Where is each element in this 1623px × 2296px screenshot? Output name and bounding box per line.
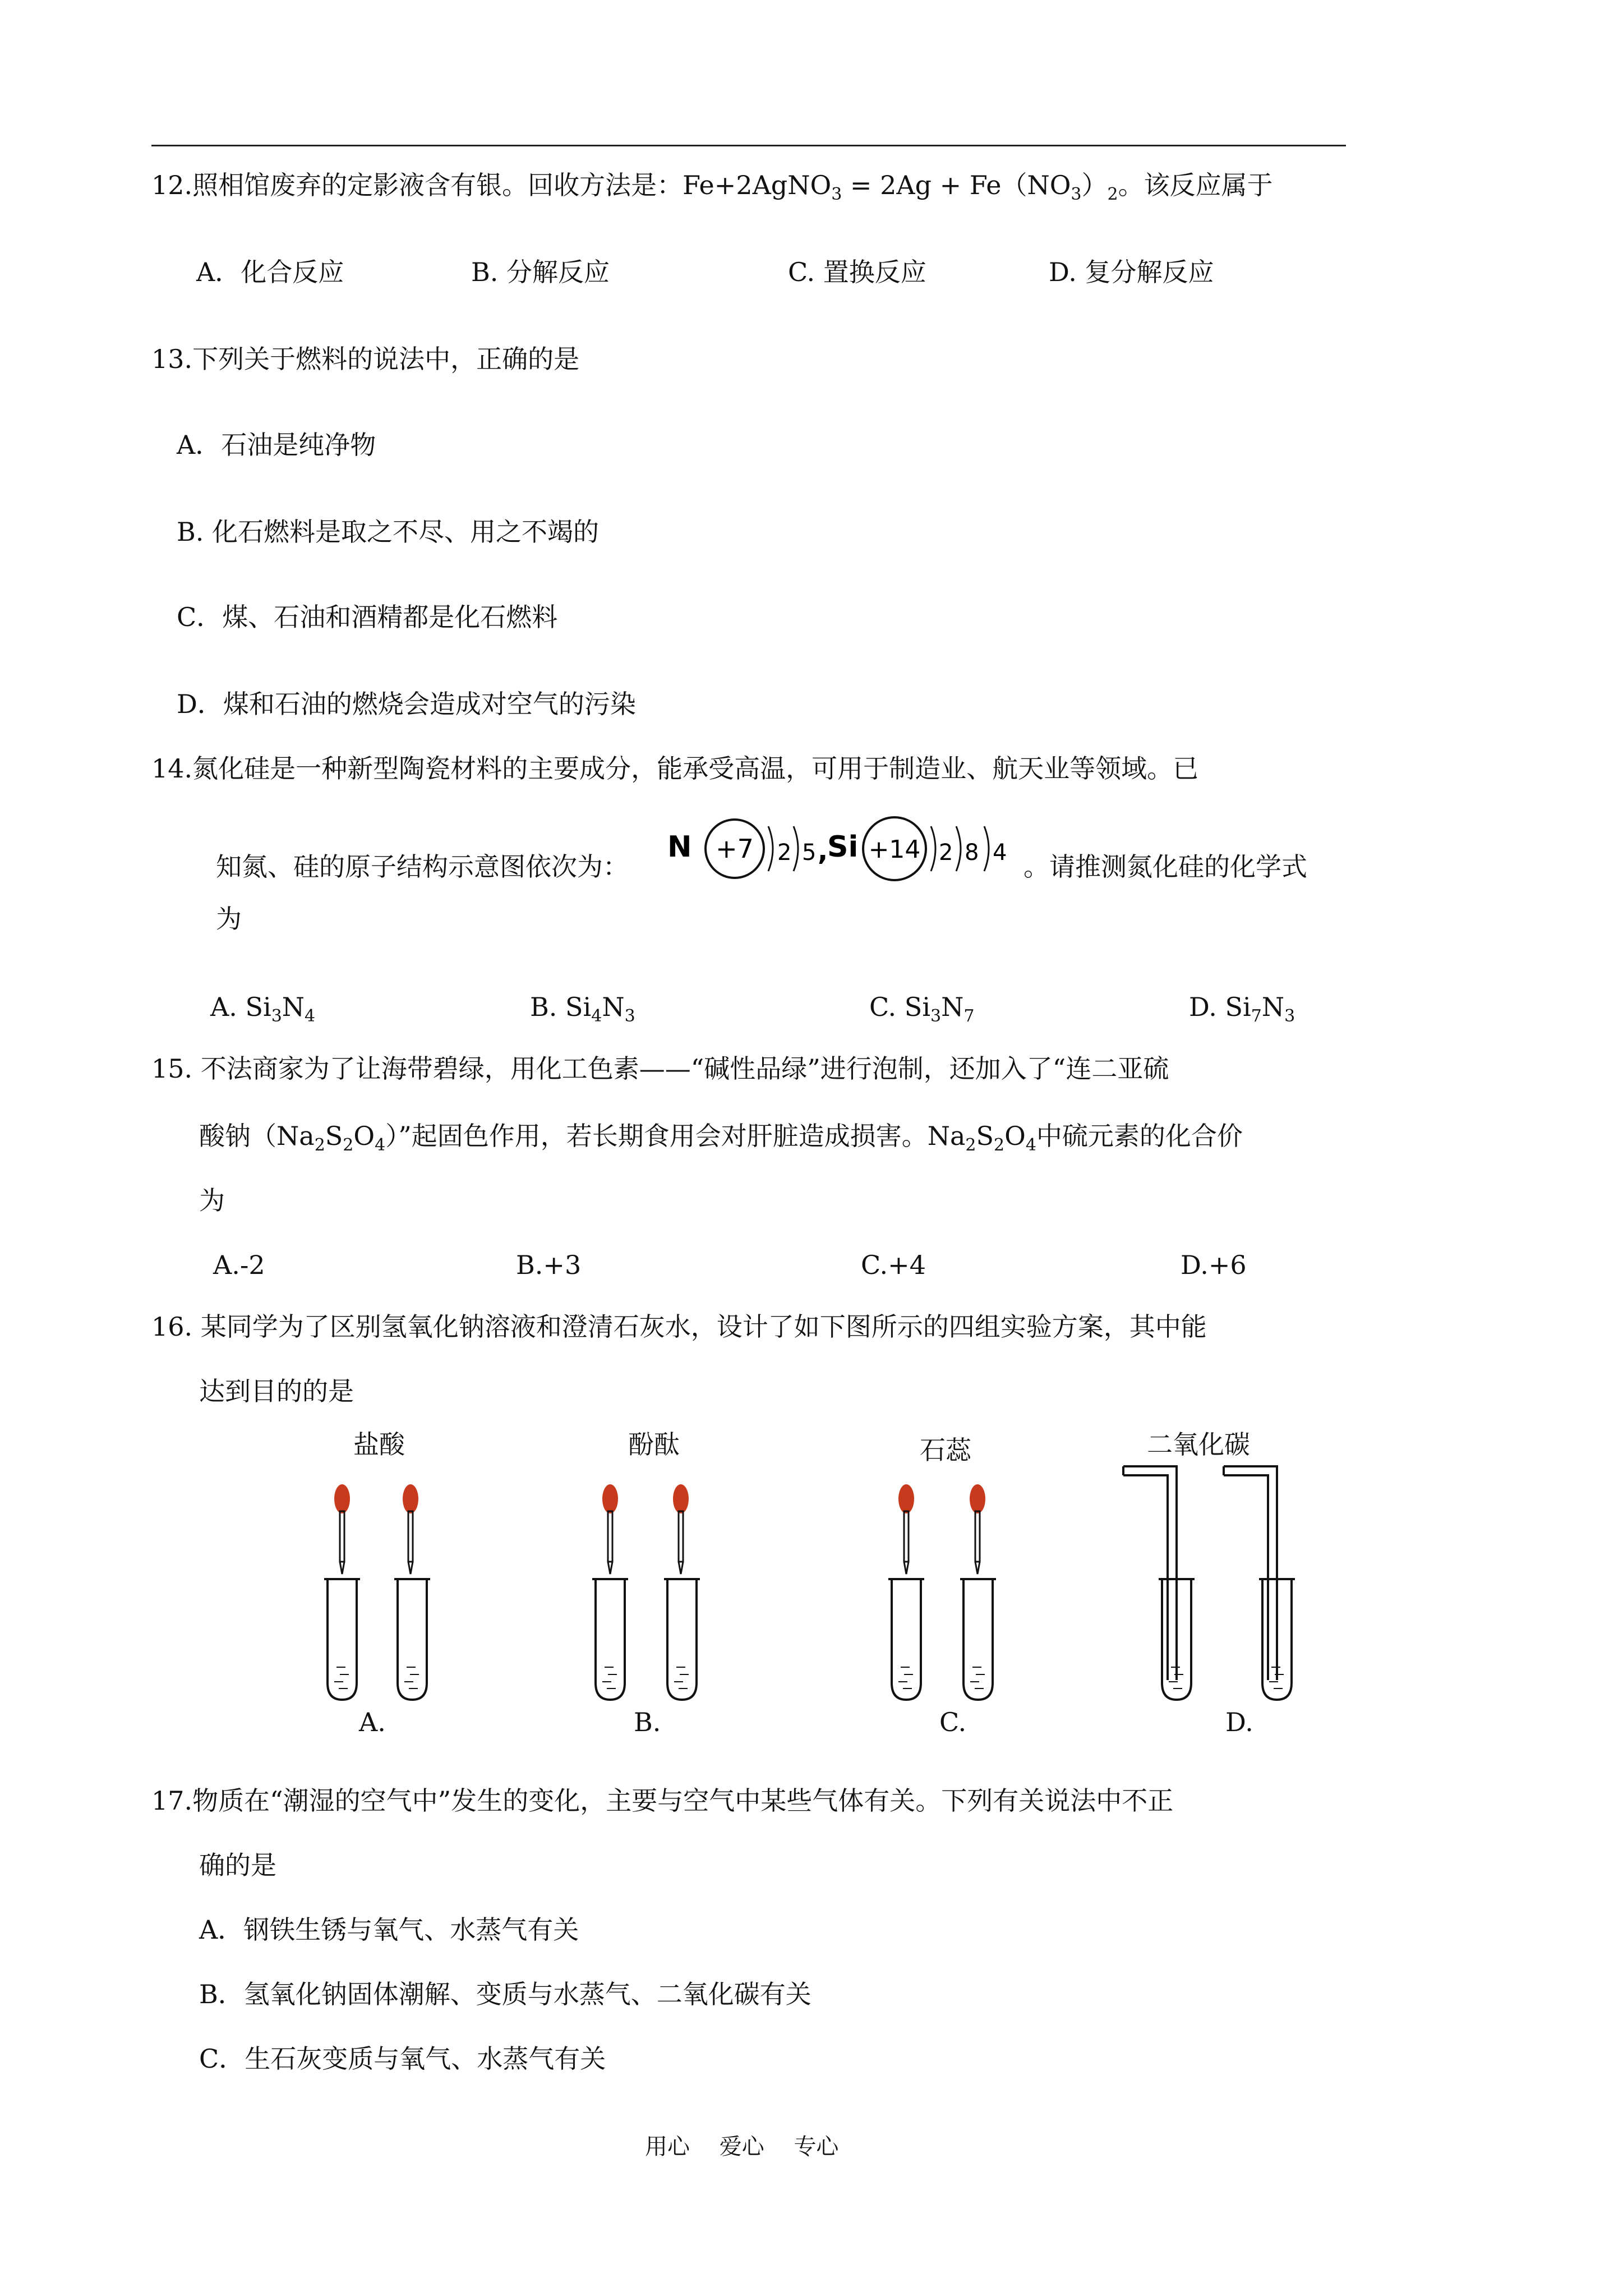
q17-line1: 17.物质在“潮湿的空气中”发生的变化，主要与空气中某些气体有关。下列有关说法中不正 [151,1786,1174,1816]
silicon-shell-2-count: 8 [965,840,979,866]
group-a-dropper-left [334,1484,350,1574]
group-c-dropper-left [898,1484,914,1574]
q12-option-d: D. 复分解反应 [1049,257,1214,287]
apparatus-label-d: D. [1225,1707,1253,1737]
footer-word-3: 专心 [794,2134,839,2160]
atomic-structure-diagram [667,811,1021,895]
group-d-gas-tube-left [1123,1466,1177,1680]
q12-option-b: B. 分解反应 [471,257,610,287]
q15-line3: 为 [199,1185,225,1216]
reagent-label-phenolphthalein: 酚酞 [628,1429,680,1460]
reagent-label-carbon-dioxide: 二氧化碳 [1147,1429,1250,1460]
q14-option-a: A. $Si_3N_4$ [210,992,316,1026]
experiment-apparatus-figure [280,1458,1346,1705]
q12-stem: 12.照相馆废弃的定影液含有银。回收方法是：Fe+2AgNO$_3$ = $2Ag + Fe(NO_3)_2$。该反应属于 [151,170,1273,204]
apparatus-label-a: A. [359,1707,386,1737]
q15-line1: 15. 不法商家为了让海带碧绿，用化工色素——“碱性品绿”进行泡制，还加入了“连二亚硫 [151,1053,1169,1084]
q15-line2: 酸钠$(Na_2S_2O_4)$”起固色作用，若长期食用会对肝脏造成损害。$Na_2S_2O_4$中硫元素的化合价 [199,1121,1243,1155]
nitrogen-symbol: N [667,830,692,864]
header-rule [151,145,1346,146]
reagent-label-litmus: 石蕊 [920,1435,971,1465]
page-footer [645,2129,861,2161]
group-b-dropper-left [602,1484,618,1574]
q12-option-a: A．化合反应 [196,257,344,287]
q15-option-d: D.+6 [1181,1250,1247,1280]
q16-line1: 16. 某同学为了区别氢氧化钠溶液和澄清石灰水，设计了如下图所示的四组实验方案，其中能 [151,1312,1207,1342]
q17-option-a: A．钢铁生锈与氧气、水蒸气有关 [199,1915,579,1945]
nitrogen-shell-arc-2 [794,826,798,871]
q14-option-b: B. $Si_4N_3$ [530,992,635,1026]
group-b-tube-left [592,1579,628,1700]
footer-word-1: 用心 [645,2134,690,2160]
nitrogen-shell-arc-1 [768,826,773,871]
group-c-tube-right [960,1579,996,1700]
silicon-nucleus-charge: +14 [868,835,921,864]
q14-option-d: D. $Si_7N_3$ [1189,992,1295,1026]
q15-option-a: A.-2 [213,1250,265,1280]
silicon-shell-arc-2 [956,826,961,871]
q15-option-b: B.+3 [516,1250,582,1280]
q14-option-c: C. $Si_3N_7$ [869,992,975,1026]
reagent-label-hydrochloric-acid: 盐酸 [353,1429,405,1460]
q15-option-c: C.+4 [861,1250,926,1280]
q14-stem-line1: 14.氮化硅是一种新型陶瓷材料的主要成分，能承受高温，可用于制造业、航天业等领域。已 [151,753,1199,784]
group-a-tube-left [324,1579,360,1700]
silicon-shell-3-count: 4 [993,840,1007,866]
diagram-separator: , [818,835,828,867]
nitrogen-shell-2-count: 5 [802,840,817,866]
q17-option-b: B．氢氧化钠固体潮解、变质与水蒸气、二氧化碳有关 [199,1979,811,2009]
nitrogen-nucleus-charge: +7 [716,834,754,864]
apparatus-label-c: C. [939,1707,967,1737]
silicon-shell-arc-1 [931,826,935,871]
group-b-tube-right [664,1579,700,1700]
nitrogen-shell-1-count: 2 [777,840,792,866]
q14-stem-line2-pre: 知氮、硅的原子结构示意图依次为： [216,852,629,882]
q13-option-b: B. 化石燃料是取之不尽、用之不竭的 [177,517,600,547]
group-a-tube-right [394,1579,430,1700]
q17-option-c: C．生石灰变质与氧气、水蒸气有关 [199,2044,606,2074]
q12-option-c: C. 置换反应 [788,257,926,287]
silicon-shell-arc-3 [984,826,989,871]
group-b-dropper-right [673,1484,689,1574]
q16-line2: 达到目的的是 [199,1376,354,1406]
group-d-gas-tube-right [1224,1466,1277,1680]
group-a-dropper-right [403,1484,418,1574]
group-c-dropper-right [970,1484,985,1574]
apparatus-label-b: B. [634,1707,661,1737]
q13-option-c: C．煤、石油和酒精都是化石燃料 [177,602,558,632]
silicon-symbol: Si [827,830,859,864]
q13-option-d: D．煤和石油的燃烧会造成对空气的污染 [177,689,636,719]
silicon-shell-1-count: 2 [939,840,953,866]
q14-stem-line2-post: 。请推测氮化硅的化学式 [1023,852,1307,882]
q14-stem-line3: 为 [216,904,242,934]
q13-stem: 13.下列关于燃料的说法中，正确的是 [151,344,580,374]
q13-option-a: A．石油是纯净物 [177,430,376,460]
group-c-tube-left [888,1579,924,1700]
footer-word-2: 爱心 [719,2134,764,2160]
q17-line2: 确的是 [199,1850,276,1880]
